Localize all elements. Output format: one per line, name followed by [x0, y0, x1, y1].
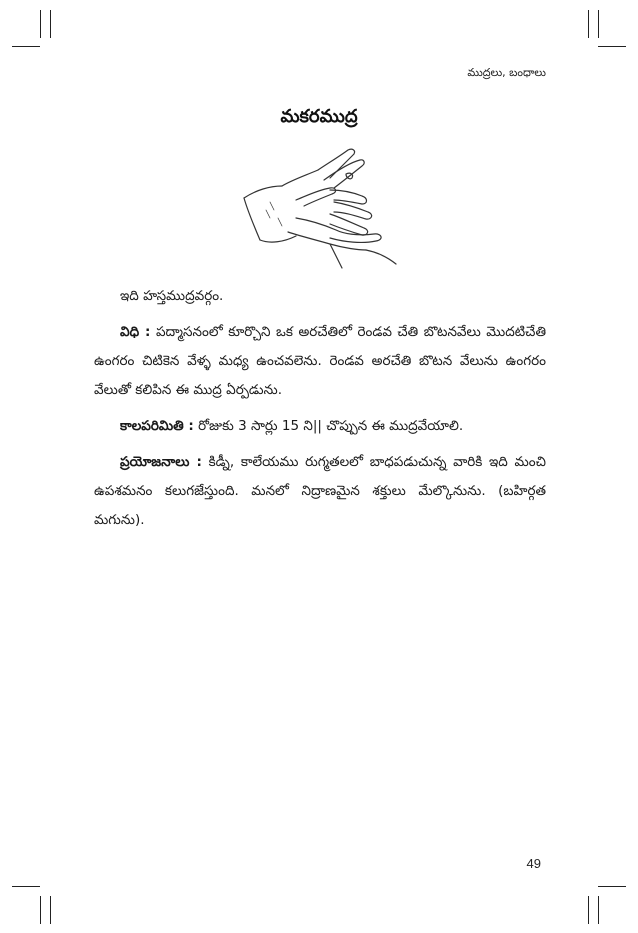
paragraph-text: కిడ్నీ, కాలేయము రుగ్మతలలో బాధపడుచున్న వారికి ఇది మంచి ఉపశమనం కలుగజేస్తుంది. మనలో నిద్రాణమైన శక్తులు మేల్కొనును. (బహిర్గత మగును).: [94, 454, 546, 528]
paragraph-benefits: [94, 448, 546, 535]
paragraph-intro: [94, 282, 546, 311]
paragraph-label: ప్రయోజనాలు :: [120, 454, 202, 470]
paragraph-text: ఇది హస్తముద్రవర్గం.: [120, 288, 224, 304]
hands-mudra-icon: [226, 140, 412, 270]
paragraph-text: రోజుకు 3 సార్లు 15 ని|| చొప్పున ఈ ముద్రవేయాలి.: [193, 418, 464, 434]
page-number: 49: [526, 856, 541, 871]
running-header: ముద్రలు, బంధాలు: [467, 66, 546, 79]
paragraph-duration: [94, 412, 546, 441]
illustration: [226, 140, 412, 270]
paragraph-label: కాలపరిమితి :: [120, 418, 194, 434]
paragraph-label: విధి :: [120, 324, 151, 340]
page-title: మకరముద్ర: [280, 106, 358, 127]
paragraph-text: పద్మాసనంలో కూర్చొని ఒక అరచేతిలో రెండవ చేతి బొటనవేలు మొదటిచేతి ఉంగరం చిటికెన వేళ్ళ మధ్య ఉంచవలెను. రెండవ అరచేతి బొటన వేలును ఉంగరం వేలుతో కలిపిన ఈ ముద్ర ఏర్పడును.: [94, 324, 547, 398]
paragraph-method: [94, 318, 546, 405]
body-text: [94, 282, 546, 542]
